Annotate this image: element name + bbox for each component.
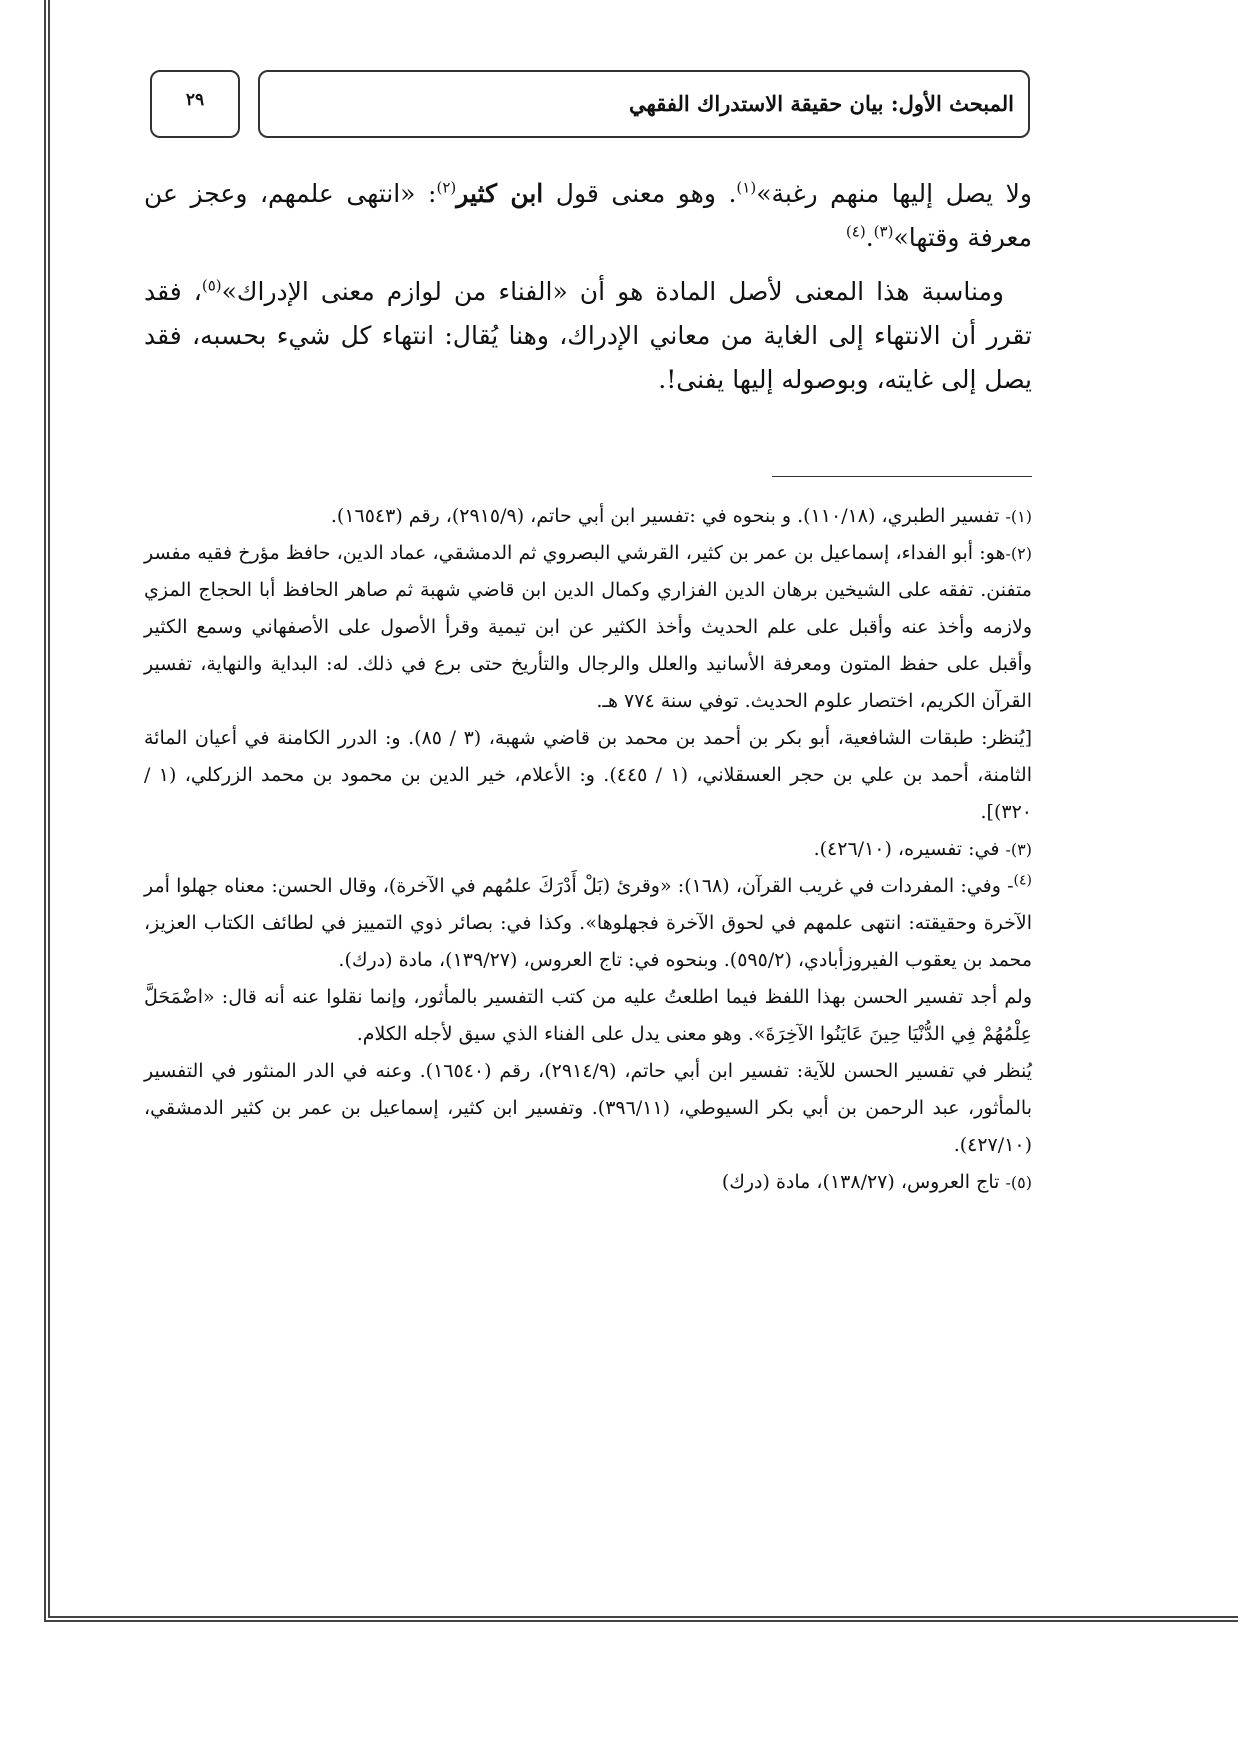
- footnote-1: [144, 498, 1032, 535]
- text-run: . وهو معنى قول: [543, 179, 737, 208]
- main-text: [144, 172, 1032, 412]
- footnote-paragraph: ولم أجد تفسير الحسن بهذا اللفظ فيما اطلعتُ عليه من كتب التفسير بالمأثور، وإنما نقلوا عنه أنه قال: «اضْمَحَلَّ عِلْمُهُمْ فِي الدُّنْيَا حِينَ عَايَنُوا الآخِرَةَ». وهو معنى يدل على الفناء الذي سيق لأجله الكلام.: [144, 986, 1032, 1045]
- footnote-marker: (٢)-: [1005, 544, 1032, 563]
- text-run: .: [865, 223, 874, 252]
- footnote-marker: (١)-: [1005, 507, 1032, 526]
- paragraph-1: [144, 172, 1032, 260]
- footnote-sources: [يُنظر: طبقات الشافعية، أبو بكر بن أحمد بن محمد بن قاضي شهبة، (٣ / ٨٥). و: الدرر الكامنة في أعيان المائة الثامنة، أحمد بن علي بن حجر العسقلاني، (١ / ٤٤٥). و: الأعلام، خير الدين بن محمود بن محمد الزركلي، (١ / ٣٢٠)].: [144, 727, 1032, 823]
- text-run: ومناسبة هذا المعنى لأصل المادة هو أن «الفناء من لوازم معنى الإدراك»: [221, 277, 1004, 306]
- paragraph-2: [144, 270, 1032, 402]
- footnotes-section: [144, 498, 1032, 1201]
- running-header: [258, 70, 1030, 138]
- section-title: المبحث الأول: بيان حقيقة الاستدراك الفقهي: [629, 91, 1014, 116]
- footnote-5: [144, 1164, 1032, 1201]
- footnote-4: [144, 868, 1032, 1164]
- footnote-ref-1: (١): [736, 178, 757, 197]
- footnote-text: هو: أبو الفداء، إسماعيل بن عمر بن كثير، القرشي البصروي ثم الدمشقي، عماد الدين، حافظ مؤرخ فقيه مفسر متفنن. تفقه على الشيخين برهان الدين الفزاري وكمال الدين ابن قاضي شهبة ثم صاهر الحافظ أبا الحجاج المزي ولازمه وأخذ عنه وأقبل على علم الحديث وأخذ الكثير عن ابن تيمية وقرأ الأصول على الأصفهاني وسمع الكثير وأقبل على حفظ المتون ومعرفة الأسانيد والعلل والرجال والتأريخ حتى برع في ذلك. له: البداية والنهاية، تفسير القرآن الكريم، اختصار علوم الحديث. توفي سنة ٧٧٤ هـ.: [144, 542, 1032, 712]
- footnote-marker: (٥)-: [1005, 1173, 1032, 1192]
- footnote-ref-3: (٣): [873, 222, 894, 241]
- footnote-text: في: تفسيره، (٤٢٦/١٠).: [813, 838, 1000, 860]
- page-number: ٢٩: [185, 90, 205, 110]
- footnote-marker: (٣)-: [1005, 840, 1032, 859]
- page-number-box: [150, 70, 240, 138]
- footnote-text: تاج العروس، (١٣٨/٢٧)، مادة (درك): [721, 1171, 1000, 1193]
- footnote-3: [144, 831, 1032, 868]
- text-run: ولا يصل إليها منهم رغبة»: [756, 179, 1033, 208]
- footnote-ref-5: (٥): [201, 276, 222, 295]
- footnote-separator: [772, 476, 1032, 477]
- footnote-ref-4: (٤): [845, 222, 866, 241]
- footnote-paragraph: يُنظر في تفسير الحسن للآية: تفسير ابن أبي حاتم، (٢٩١٤/٩)، رقم (١٦٥٤٠). وعنه في الدر المنثور في التفسير بالمأثور، عبد الرحمن بن أبي بكر السيوطي، (٣٩٦/١١). وتفسير ابن كثير، إسماعيل بن عمر بن كثير الدمشقي، (٤٢٧/١٠).: [144, 1060, 1032, 1156]
- footnote-2: [144, 535, 1032, 831]
- footnote-dash: -: [1007, 875, 1014, 897]
- quote-text: : «انتهى علمهم، وعجز عن معرفة وقتها»: [144, 179, 1032, 252]
- bold-name: ابن كثير: [456, 179, 544, 208]
- footnote-text: تفسير الطبري، (١١٠/١٨). و بنحوه في :تفسير ابن أبي حاتم، (٢٩١٥/٩)، رقم (١٦٥٤٣).: [330, 505, 1000, 527]
- footnote-marker: (٤): [1013, 872, 1032, 889]
- footnote-ref-2: (٢): [436, 178, 457, 197]
- text-run: ، فقد تقرر أن الانتهاء إلى الغاية من معاني الإدراك، وهنا يُقال: انتهاء كل شيء بحسبه، فقد يصل إلى غايته، وبوصوله إليها يفنى!.: [144, 277, 1032, 394]
- footnote-text: وفي: المفردات في غريب القرآن، (١٦٨): «وقرئ (بَلْ أَدْرَكَ علمُهم في الآخرة)، وقال الحسن: معناه جهلوا أمر الآخرة وحقيقته: انتهى علمهم في لحوق الآخرة فجهلوها». وكذا في: بصائر ذوي التمييز في لطائف الكتاب العزيز، محمد بن يعقوب الفيروزأبادي، (٥٩٥/٢). وبنحوه في: تاج العروس، (١٣٩/٢٧)، مادة (درك).: [144, 875, 1032, 971]
